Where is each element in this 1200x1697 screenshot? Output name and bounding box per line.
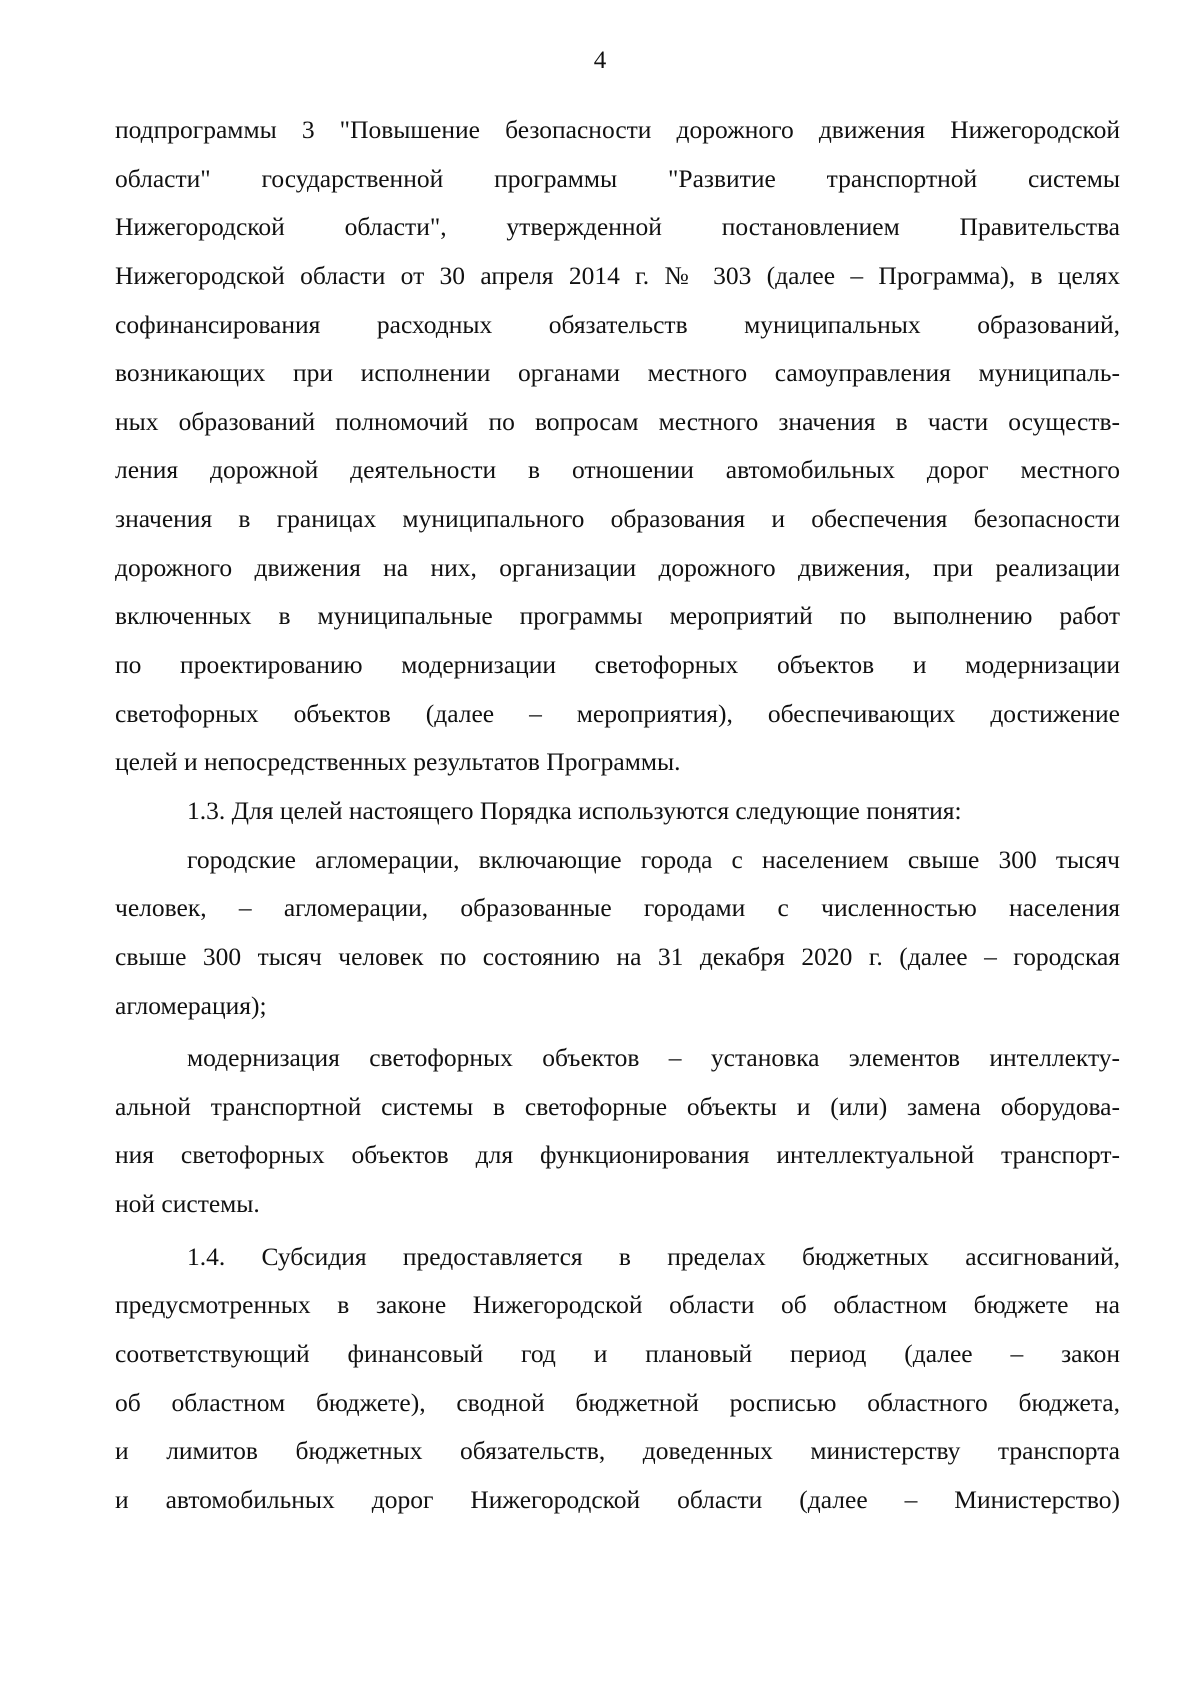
paragraph-modernization-definition	[115, 1034, 1120, 1229]
text-line: ной системы.	[115, 1189, 260, 1219]
text-line: значения в границах муниципального образования и обеспечения безопасности	[115, 504, 1120, 534]
paragraph-agglomeration-definition	[115, 836, 1120, 1031]
paragraph-1-4	[115, 1233, 1120, 1525]
text-line: модернизация светофорных объектов – установка элементов интеллекту-	[187, 1043, 1120, 1073]
text-line: возникающих при исполнении органами местного самоуправления муниципаль-	[115, 358, 1120, 388]
text-line: области" государственной программы "Развитие транспортной системы	[115, 163, 1120, 193]
text-line: городские агломерации, включающие города с населением свыше 300 тысяч	[187, 844, 1120, 874]
document-body	[115, 106, 1120, 1525]
text-line: ления дорожной деятельности в отношении автомобильных дорог местного	[115, 455, 1120, 485]
text-line: ных образований полномочий по вопросам местного значения в части осуществ-	[115, 406, 1120, 436]
text-line: Нижегородской области от 30 апреля 2014 г. № 303 (далее – Программа), в целях	[115, 260, 1120, 290]
text-line: об областном бюджете), сводной бюджетной росписью областного бюджета,	[115, 1387, 1120, 1417]
text-line: соответствующий финансовый год и плановый период (далее – закон	[115, 1339, 1120, 1369]
text-line: предусмотренных в законе Нижегородской области об областном бюджете на	[115, 1290, 1120, 1320]
text-line: по проектированию модернизации светофорных объектов и модернизации	[115, 650, 1120, 680]
text-line: альной транспортной системы в светофорные объекты и (или) замена оборудова-	[115, 1091, 1120, 1121]
text-line: человек, – агломерации, образованные городами с численностью населения	[115, 893, 1120, 923]
text-line: и лимитов бюджетных обязательств, доведенных министерству транспорта	[115, 1436, 1120, 1466]
text-line: и автомобильных дорог Нижегородской области (далее – Министерство)	[115, 1484, 1120, 1514]
text-line: 1.3. Для целей настоящего Порядка используются следующие понятия:	[187, 795, 962, 825]
text-line: ния светофорных объектов для функционирования интеллектуальной транспорт-	[115, 1140, 1120, 1170]
paragraph-1-3	[115, 787, 1120, 836]
text-line: светофорных объектов (далее – мероприятия), обеспечивающих достижение	[115, 698, 1120, 728]
text-line: Нижегородской области", утвержденной постановлением Правительства	[115, 212, 1120, 242]
text-line: свыше 300 тысяч человек по состоянию на 31 декабря 2020 г. (далее – городская	[115, 941, 1120, 971]
text-line: софинансирования расходных обязательств муниципальных образований,	[115, 309, 1120, 339]
text-line: включенных в муниципальные программы мероприятий по выполнению работ	[115, 601, 1120, 631]
text-line: агломерация);	[115, 990, 267, 1020]
text-line: дорожного движения на них, организации дорожного движения, при реализации	[115, 552, 1120, 582]
text-line: целей и непосредственных результатов Программы.	[115, 747, 681, 777]
text-line: 1.4. Субсидия предоставляется в пределах бюджетных ассигнований,	[187, 1241, 1120, 1271]
paragraph-subprogram	[115, 106, 1120, 787]
text-line: подпрограммы 3 "Повышение безопасности дорожного движения Нижегородской	[115, 115, 1120, 144]
page-number: 4	[593, 47, 607, 74]
